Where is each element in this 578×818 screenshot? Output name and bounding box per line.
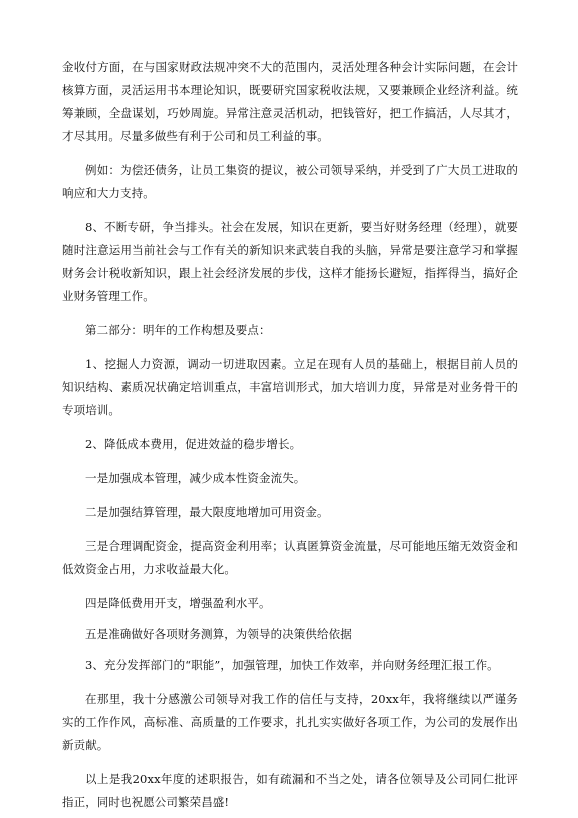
paragraph-subpoint-5: 五是准确做好各项财务测算，为领导的决策供给依据 xyxy=(85,627,352,641)
paragraph-subpoint-2: 二是加强结算管理，最大限度地增加可用资金。 xyxy=(85,505,329,519)
paragraph-plan-3: 3、充分发挥部门的“职能”，加强管理，加快工作效率，并向财务经理汇报工作。 xyxy=(85,658,499,672)
paragraph-finance-handling: 金收付方面，在与国家财政法规冲突不大的范围内，灵活处理各种会计实际问题，在会计核算方面，灵活运用书本理论知识，既要研究国家税收法规，又要兼顾企业经济利益。统筹兼顾，全盘谋划，巧妙周旋。异常注意灵活机动，把钱管好，把工作搞活，人尽其才，才尽其用。尽量多做些有利于公司和员工利益的事。 xyxy=(62,60,518,143)
paragraph-closing: 以上是我20xx年度的述职报告，如有疏漏和不当之处，请各位领导及公司同仁批评指正，同时也祝愿公司繁荣昌盛! xyxy=(62,772,518,809)
paragraph-gratitude: 在那里，我十分感激公司领导对我工作的信任与支持，20xx年，我将继续以严谨务实的工作作风，高标准、高质量的工作要求，扎扎实实做好各项工作，为公司的发展作出新贡献。 xyxy=(62,692,518,752)
paragraph-subpoint-3: 三是合理调配资金，提高资金利用率；认真匿算资金流量，尽可能地压缩无效资金和低效资金占用，力求收益最大化。 xyxy=(62,539,518,576)
paragraph-subpoint-4: 四是降低费用开支，增强盈利水平。 xyxy=(85,596,271,610)
paragraph-item-8: 8、不断专研，争当排头。社会在发展，知识在更新，要当好财务经理（经理），就要随时注意运用当前社会与工作有关的新知识来武装自我的头脑，异常是要注意学习和掌握财务会计税收新知识，跟上社会经济发展的步伐，这样才能扬长避短，指挥得当，搞好企业财务管理工作。 xyxy=(62,220,518,303)
paragraph-plan-1: 1、挖掘人力资源，调动一切进取因素。立足在现有人员的基础上，根据目前人员的知识结构、素质况状确定培训重点，丰富培训形式，加大培训力度，异常是对业务骨干的专项培训。 xyxy=(62,357,518,417)
paragraph-plan-2: 2、降低成本费用，促进效益的稳步增长。 xyxy=(85,437,302,451)
section-heading-part-two: 第二部分：明年的工作构想及要点： xyxy=(85,323,271,337)
paragraph-example: 例如：为偿还债务，让员工集资的提议，被公司领导采纳，并受到了广大员工进取的响应和大力支持。 xyxy=(62,163,518,200)
paragraph-subpoint-1: 一是加强成本管理，减少成本性资金流失。 xyxy=(85,471,306,485)
